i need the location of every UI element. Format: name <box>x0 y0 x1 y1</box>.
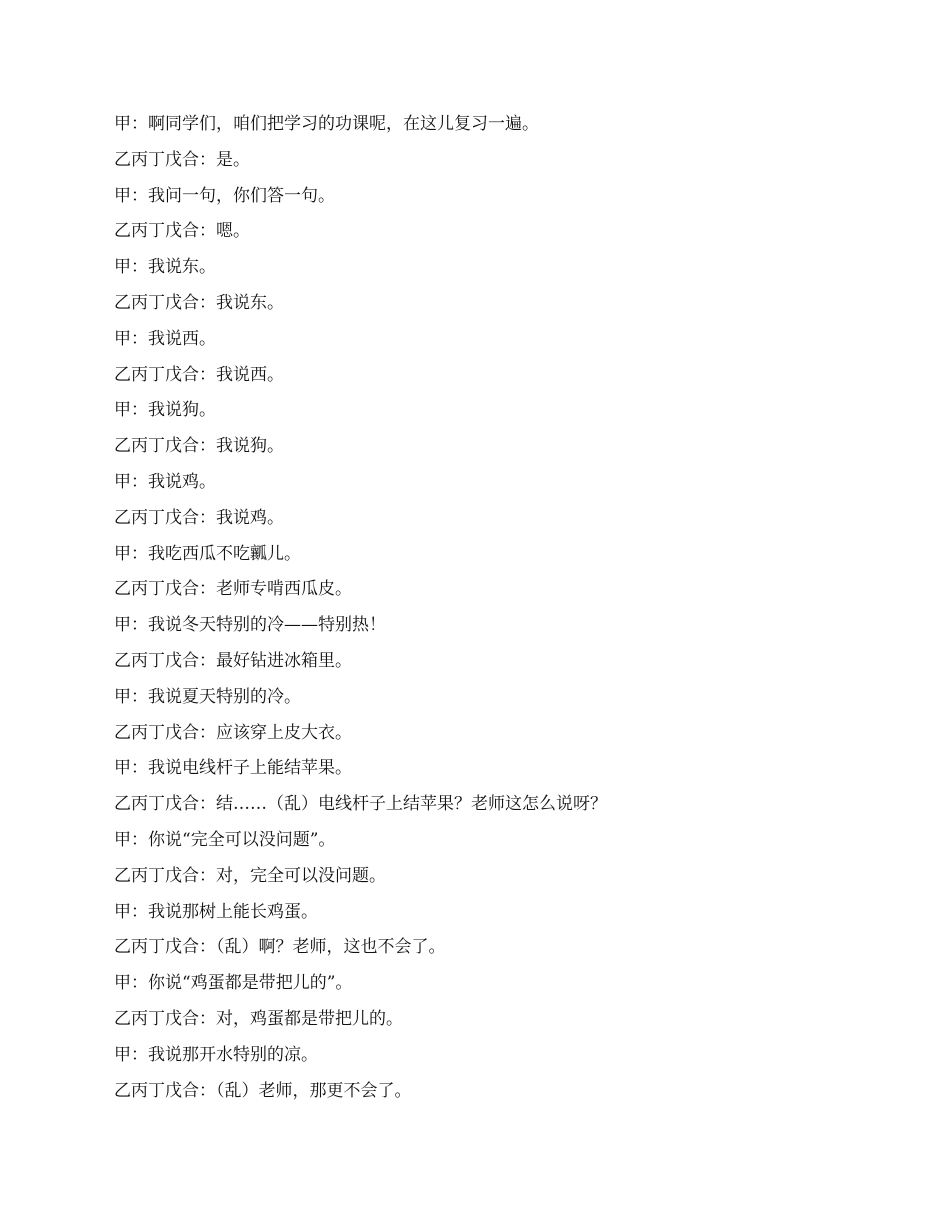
dialogue-line: 乙丙丁戊合：嗯。 <box>114 221 250 242</box>
dialogue-line: 甲：我吃西瓜不吃瓤儿。 <box>114 543 301 564</box>
dialogue-line: 乙丙丁戊合：结……（乱）电线杆子上结苹果？老师这怎么说呀？ <box>114 794 607 815</box>
dialogue-line: 甲：我说东。 <box>114 257 216 278</box>
dialogue-line: 乙丙丁戊合：我说狗。 <box>114 436 284 457</box>
dialogue-line: 乙丙丁戊合：最好钻进冰箱里。 <box>114 650 352 671</box>
dialogue-line: 乙丙丁戊合：我说西。 <box>114 364 284 385</box>
dialogue-line: 甲：我问一句，你们答一句。 <box>114 185 335 206</box>
dialogue-line: 甲：你说“完全可以没问题”。 <box>114 829 336 850</box>
dialogue-line: 乙丙丁戊合：我说东。 <box>114 292 284 313</box>
dialogue-line: 甲：我说那开水特别的凉。 <box>114 1044 318 1065</box>
dialogue-line: 乙丙丁戊合：（乱）啊？老师，这也不会了。 <box>114 937 446 958</box>
dialogue-line: 甲：我说电线杆子上能结苹果。 <box>114 758 352 779</box>
dialogue-line: 乙丙丁戊合：应该穿上皮大衣。 <box>114 722 352 743</box>
dialogue-line: 甲：啊同学们，咱们把学习的功课呢，在这儿复习一遍。 <box>114 114 539 134</box>
dialogue-line: 甲：我说冬天特别的冷——特别热！ <box>114 615 386 636</box>
dialogue-lines <box>114 111 607 1113</box>
dialogue-line: 乙丙丁戊合：老师专啃西瓜皮。 <box>114 579 352 600</box>
dialogue-line: 乙丙丁戊合：是。 <box>114 149 250 170</box>
dialogue-line: 甲：我说那树上能长鸡蛋。 <box>114 901 318 922</box>
dialogue-line: 乙丙丁戊合：我说鸡。 <box>114 507 284 528</box>
dialogue-line: 甲：我说鸡。 <box>114 471 216 492</box>
dialogue-line: 乙丙丁戊合：（乱）老师，那更不会了。 <box>114 1080 412 1101</box>
dialogue-line: 甲：你说“鸡蛋都是带把儿的”。 <box>114 973 353 994</box>
dialogue-line: 乙丙丁戊合：对，完全可以没问题。 <box>114 865 386 886</box>
dialogue-line: 乙丙丁戊合：对，鸡蛋都是带把儿的。 <box>114 1008 403 1029</box>
dialogue-line: 甲：我说狗。 <box>114 400 216 421</box>
dialogue-line: 甲：我说夏天特别的冷。 <box>114 686 301 707</box>
dialogue-line: 甲：我说西。 <box>114 328 216 349</box>
